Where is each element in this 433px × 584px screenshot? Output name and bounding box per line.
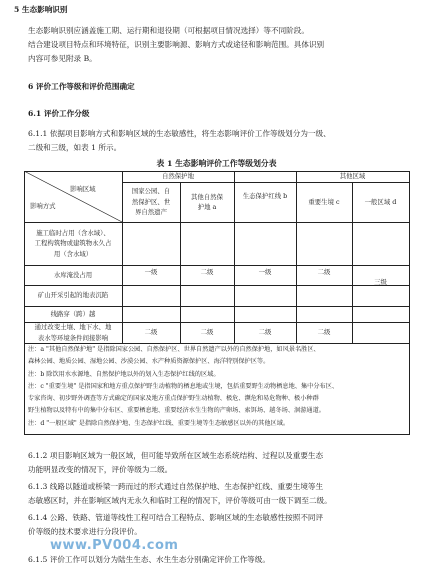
grade-cell-habitat-indirect: 二级 (317, 328, 331, 337)
paragraph-6-1-3-line-1: 6.1.3 线路以隧道或桥梁一跨而过的形式通过自然保护地、生态保护红线、重要生境等生 (28, 482, 324, 491)
table-note-b: 注：b 除饮用水水源地、自然保护地以外的划入生态保护红线的区域。 (28, 371, 220, 378)
grade-cell-other-protected-direct: 二级 (200, 267, 214, 276)
grade-cell-national-parks-indirect: 二级 (144, 328, 158, 337)
grade-cell-habitat-direct: 二级 (317, 267, 331, 276)
site-watermark: www.PV004.com (50, 538, 179, 553)
table-note-a-line-2: 森林公园、地质公园、湿地公园、沙漠公园、水产种质资源保护区、海洋特别保护区等。 (28, 358, 270, 365)
row-header-construction-occupation: 施工临时占用（含水域）、 工程构筑物或建筑物永久占 用（含水域） (34, 228, 112, 258)
table-note-c-line-2: 专家咨询、初步野外调查等方式确定的国家及地方重点保护野生动植物、极危、濒危和易危物种、极小种群 (28, 395, 319, 402)
row-header-mining-subsidence: 矿山开采引起的地表沉陷 (37, 291, 109, 300)
col-header-ecological-redline: 生态保护红线 b (242, 192, 288, 201)
row-header-line-crossing: 线路穿（跨）越 (50, 309, 96, 318)
corner-label-region: 影响区域 (70, 185, 96, 193)
table-note-d: 注：d "一般区域" 是指除自然保护地、生态保护红线、重要生境等生态敏感区以外的其他区域。 (28, 420, 290, 427)
table-note-c-line-3: 野生植物以及特有中的集中分布区、重要栖息地、重要经济水生生物的产卵场、索饵场、越冬场、洄游通道。 (28, 407, 325, 414)
col-header-important-habitat: 重要生境 c (308, 197, 340, 206)
col-header-general-area: 一般区域 d (364, 197, 397, 206)
section-5-heading: 5 生态影响识别 (14, 5, 68, 14)
grade-cell-general-area: 三级 (374, 278, 387, 287)
table-note-a-line-1: 注：a "其他自然保护地" 是指除国家公园、自然保护区、世界自然遗产以外的自然保护地，如风景名胜区、 (28, 346, 320, 353)
grade-cell-national-parks-direct: 一级 (144, 267, 158, 276)
paragraph-6-1-1-line-2: 二级和三级，如表 1 所示。 (28, 143, 122, 152)
group-header-protected-areas: 自然保护地 (162, 172, 194, 181)
table-note-c-line-1: 注：c "重要生境" 是指国家和地方重点保护野生动植物的栖息地或生境，包括重要野生动物栖息地、集中分布区、 (28, 383, 339, 390)
section-5-line-2: 结合建设项目特点和环境特征，识别主要影响源、影响方式或途径和影响范围。具体识别 (28, 40, 325, 49)
grade-cell-other-protected-indirect: 二级 (200, 328, 214, 337)
col-header-national-parks: 国家公园、自 然保护区、世 界自然遗产 (131, 187, 171, 217)
paragraph-6-1-2-line-1: 6.1.2 项目影响区域为一般区域，但可能导致所在区域生态系统结构、过程以及重要生态 (28, 451, 324, 460)
grade-cell-redline-indirect: 二级 (258, 328, 272, 337)
table-diagonal-line (24, 171, 122, 222)
section-5-line-1: 生态影响识别应涵盖施工期、运行期和退役期（可根据项目情况选择）等不同阶段。 (28, 26, 309, 35)
col-header-other-protected-areas: 其他自然保 护地 a (191, 192, 223, 211)
row-header-indirect-impact: 通过改变土壤、地下水、地 表水等环境条件间接影响 (34, 323, 112, 342)
group-header-other-areas: 其他区域 (339, 172, 366, 181)
section-5-line-3: 内容可参见附录 B。 (28, 54, 97, 63)
paragraph-6-1-2-line-2: 功能明显改变的情况下，评价等级为二级。 (28, 465, 173, 474)
section-6-1-heading: 6.1 评价工作分级 (28, 109, 90, 118)
paragraph-6-1-4-line-1: 6.1.4 公路、铁路、管道等线性工程可结合工程特点、影响区域的生态敏感性按照不同评 (28, 513, 324, 522)
row-header-reservoir-inundation: 水库淹没占用 (53, 270, 93, 279)
paragraph-6-1-5: 6.1.5 评价工作可以划分为陆生生态、水生生态分别确定评价工作等级。 (28, 555, 270, 564)
paragraph-6-1-1-line-1: 6.1.1 依据项目影响方式和影响区域的生态敏感性，将生态影响评价工作等级划分为一级、 (28, 129, 331, 138)
section-6-heading: 6 评价工作等级和评价范围确定 (28, 82, 135, 91)
corner-label-method: 影响方式 (30, 202, 56, 210)
paragraph-6-1-4-line-2: 价等级的技术要求进行分段评价。 (28, 527, 142, 536)
paragraph-6-1-3-line-2: 态敏感区时，并在影响区域内无永久和临时工程的情况下，评价等级可由一级下调至二级。 (28, 496, 332, 505)
grade-cell-redline-direct: 一级 (258, 267, 272, 276)
table-caption: 表 1 生态影响评价工作等级划分表 (156, 159, 277, 168)
